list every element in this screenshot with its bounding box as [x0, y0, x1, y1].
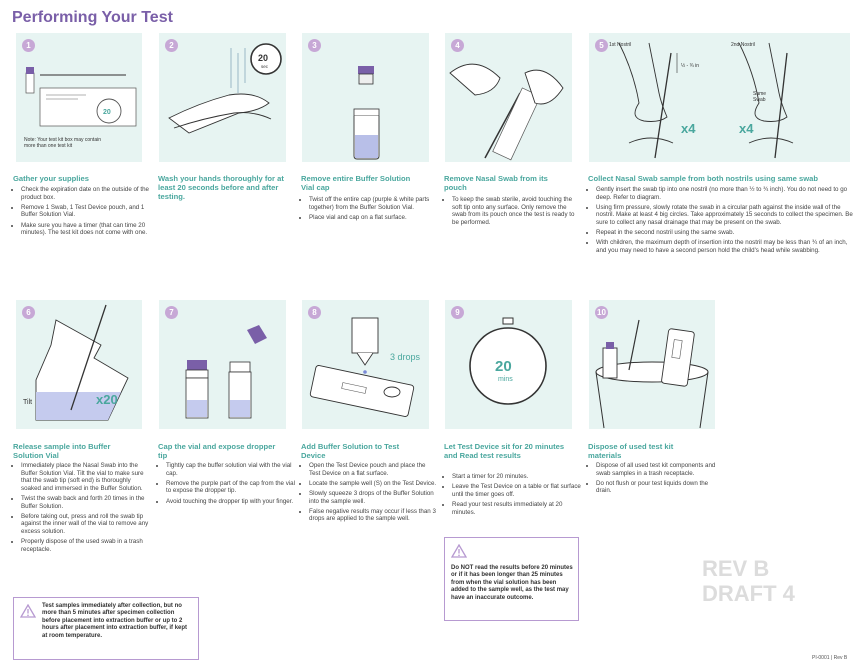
- step-2-illustration: [159, 33, 286, 162]
- step-number-badge: 4: [451, 39, 464, 52]
- nostril-swab-illustration: [589, 33, 850, 162]
- capped-vial-illustration: [159, 300, 286, 429]
- step-5-heading: Collect Nasal Swab sample from both nostrils using same swab: [588, 174, 818, 183]
- twenty-times-label: x20: [96, 392, 118, 407]
- read-results-warning: [444, 537, 579, 621]
- list-item: • Repeat in the second nostril using the same swab.: [596, 229, 858, 237]
- list-item: • Do not flush or pour test liquids down the drain.: [596, 480, 716, 495]
- sample-timing-warning: [13, 597, 199, 660]
- list-item: • Start a timer for 20 minutes.: [452, 473, 582, 481]
- list-item: • Dispose of all used test kit components and swab samples in a trash receptacle.: [596, 462, 716, 477]
- step-6-heading: Release sample into Buffer Solution Vial: [13, 442, 111, 460]
- list-item: • Properly dispose of the used swab in a trash receptacle.: [21, 538, 149, 553]
- list-item: • False negative results may occur if less than 3 drops are applied to the sample well.: [309, 508, 437, 523]
- list-item: • Twist off the entire cap (purple & white parts together) from the Buffer Solution Vial.: [309, 196, 437, 211]
- list-item: • Make sure you have a timer (that can time 20 minutes). The test kit does not come with one.: [21, 222, 149, 237]
- list-item: • Tightly cap the buffer solution vial with the vial cap.: [166, 462, 296, 477]
- step-10-heading: Dispose of used test kit materials: [588, 442, 674, 460]
- step-3-illustration: [302, 33, 429, 162]
- step-number-badge: 7: [165, 306, 178, 319]
- step-number-badge: 1: [22, 39, 35, 52]
- list-item: • To keep the swab sterile, avoid touching the soft tip onto any surface. Only remove the swab from its pouch once the test is ready to be performed.: [452, 196, 580, 226]
- list-item: • With children, the maximum depth of insertion into the nostril may be less than ¾ of an inch, and you may need to have a second person hold the child's head while swabbing.: [596, 239, 858, 254]
- timer-illustration: [445, 300, 572, 429]
- add-drops-illustration: [302, 300, 429, 429]
- page-title: Performing Your Test: [12, 9, 173, 26]
- step-8-instructions: [301, 462, 437, 526]
- list-item: • Avoid touching the dropper tip with your finger.: [166, 498, 296, 506]
- depth-label: ½ - ¾ in: [681, 63, 700, 69]
- list-item: • Place vial and cap on a flat surface.: [309, 214, 437, 222]
- list-item: • Check the expiration date on the outside of the product box.: [21, 186, 149, 201]
- hand-washing-illustration: [159, 33, 286, 162]
- step-10-instructions: [588, 462, 716, 498]
- timer-value: 20: [103, 109, 111, 116]
- timer-unit: mins: [498, 376, 513, 383]
- tilted-vial-illustration: [16, 300, 142, 429]
- watermark-line: REV B: [702, 556, 770, 581]
- step-1-illustration: [16, 33, 142, 162]
- list-item: • Before taking out, press and roll the swab tip against the inner wall of the vial to remove any excess solution.: [21, 513, 149, 536]
- step-1-heading: Gather your supplies: [13, 174, 89, 183]
- list-item: • Immediately place the Nasal Swab into the Buffer Solution Vial. Tilt the vial to make sure that the swab tip (soft end) is thoroughly soaked and immersed in the Buffer Solution.: [21, 462, 149, 492]
- step-number-badge: 6: [22, 306, 35, 319]
- step-8-illustration: [302, 300, 429, 429]
- step-6-instructions: [13, 462, 149, 556]
- trash-disposal-illustration: [589, 300, 715, 429]
- watermark-line: DRAFT 4: [702, 581, 795, 606]
- tilt-label: Tilt: [23, 399, 33, 406]
- step-4-instructions: [444, 196, 580, 229]
- swab-pouch-illustration: [445, 33, 572, 162]
- list-item: • Open the Test Device pouch and place the Test Device on a flat surface.: [309, 462, 437, 477]
- step-4-illustration: [445, 33, 572, 162]
- step-number-badge: 2: [165, 39, 178, 52]
- list-item: • Slowly squeeze 3 drops of the Buffer Solution into the sample well.: [309, 490, 437, 505]
- step-10-illustration: [589, 300, 715, 429]
- timer-value: 20: [495, 358, 512, 375]
- same-swab-label: Same Swab: [753, 91, 767, 103]
- kit-note: Note: Your test kit box may contain more than one test kit: [24, 137, 101, 149]
- step-3-instructions: [301, 196, 437, 224]
- list-item: • Leave the Test Device on a table or flat surface until the timer goes off.: [452, 483, 582, 498]
- step-3-heading: Remove entire Buffer Solution Vial cap: [301, 174, 411, 192]
- list-item: • Read your test results immediately at 20 minutes.: [452, 501, 582, 516]
- step-2-heading: Wash your hands thoroughly for at least 20 seconds before and after testing.: [158, 174, 284, 201]
- step-number-badge: 9: [451, 306, 464, 319]
- step-7-illustration: [159, 300, 286, 429]
- warning-icon: [20, 604, 36, 618]
- step-6-illustration: [16, 300, 142, 429]
- list-item: • Remove the purple part of the cap from the vial to expose the dropper tip.: [166, 480, 296, 495]
- list-item: • Twist the swab back and forth 20 times in the Buffer Solution.: [21, 495, 149, 510]
- step-5-instructions: [588, 186, 858, 257]
- warning-text: Do NOT read the results before 20 minutes or if it has been longer than 25 minutes from when the vial solution has been added to the sample well, as the test may have an inaccurate outcome.: [451, 565, 573, 601]
- svg-text:20: 20: [258, 53, 269, 63]
- second-nostril-label: 2nd Nostril: [731, 42, 755, 48]
- list-item: • Gently insert the swab tip into one nostril (no more than ½ to ¾ inch). You do not need to go deep. Refer to diagram.: [596, 186, 858, 201]
- step-number-badge: 3: [308, 39, 321, 52]
- step-9-instructions: [444, 473, 582, 519]
- four-times-label: x4: [681, 121, 696, 136]
- warning-icon: [451, 544, 467, 558]
- step-5-illustration: [589, 33, 850, 162]
- vial-cap-illustration: [302, 33, 429, 162]
- document-footer: PI-0001 | Rev B: [812, 655, 848, 661]
- step-number-badge: 8: [308, 306, 321, 319]
- four-times-label: x4: [739, 121, 754, 136]
- svg-text:sec: sec: [261, 64, 269, 69]
- draft-watermark: [702, 556, 795, 606]
- step-9-illustration: [445, 300, 572, 429]
- step-7-instructions: [158, 462, 296, 508]
- list-item: • Using firm pressure, slowly rotate the swab in a circular path against the inside wall of the nostril. Make at least 4 big circles. Take approximately 15 seconds to collect the specimen. Be sure to collect any nasal drainage that may be present on the swab.: [596, 204, 858, 227]
- list-item: • Locate the sample well (S) on the Test Device.: [309, 480, 437, 488]
- drops-label: 3 drops: [390, 352, 421, 362]
- step-9-heading: Let Test Device sit for 20 minutes and Read test results: [444, 442, 565, 460]
- step-8-heading: Add Buffer Solution to Test Device: [301, 442, 400, 460]
- step-number-badge: 10: [595, 306, 608, 319]
- first-nostril-label: 1st Nostril: [609, 42, 632, 48]
- step-4-heading: Remove Nasal Swab from its pouch: [444, 174, 548, 192]
- warning-text: Test samples immediately after collection, but no more than 5 minutes after specimen collection before placement into extraction buffer or up to 2 hours after placement into extraction buffer, if kept at room temperature.: [42, 603, 188, 639]
- step-7-heading: Cap the vial and expose dropper tip: [158, 442, 276, 460]
- step-number-badge: 5: [595, 39, 608, 52]
- step-1-instructions: [13, 186, 149, 239]
- list-item: • Remove 1 Swab, 1 Test Device pouch, and 1 Buffer Solution Vial.: [21, 204, 149, 219]
